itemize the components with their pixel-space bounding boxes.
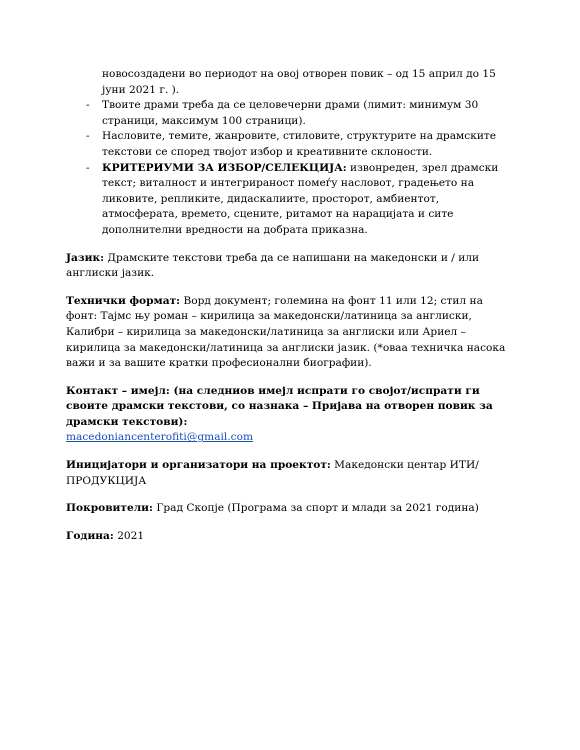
language-label: Јазик: — [66, 251, 105, 264]
initiators-text: Македонски центар ИТИ/ПРОДУКЦИЈА — [66, 459, 479, 487]
sponsors-text: Град Скопје (Програма за спорт и млади за 2021 година) — [152, 502, 479, 515]
language-text: Драмските текстови треба да се напишани на македонски и / или англиски јазик. — [66, 251, 480, 280]
bullet-list — [66, 67, 516, 239]
contact-paragraph — [66, 384, 516, 446]
contact-label: Контакт – имејл: (на следниов имејл испрати го својот/испрати ги своите драмски текстови, со назнака – Пријава на отворен повик за драмски текстови): — [66, 384, 493, 428]
year-text: 2021 — [113, 529, 145, 542]
list-item-text: Насловите, темите, жанровите, стиловите, структурите на драмските текстови се според твојот избор и креативните склоности. — [102, 130, 497, 158]
format-text: Ворд документ; големина на фонт 11 или 12; стил на фонт: Тајмс њу роман – кирилица за македонски/латиница за англиски, Калибри – кирилица за македонски/латиница за англиски или Ариел – кирилица за македонски/латиница за англиски јазик. (*оваа техничка насока важи и за вашите кратки професионални биографии). — [66, 294, 506, 370]
initiators-paragraph — [66, 458, 516, 489]
document-body — [66, 67, 516, 544]
list-item — [66, 161, 516, 239]
email-link[interactable]: macedoniancenterofiti@gmail.com — [66, 431, 254, 444]
list-item — [66, 98, 516, 129]
sponsors-paragraph — [66, 501, 516, 517]
bullet-dash: - — [86, 161, 90, 174]
initiators-label: Иницијатори и организатори на проектот: — [66, 459, 331, 472]
list-item-text: новосоздадени во периодот на овој отворен повик – од 15 април до 15 јуни 2021 г. ). — [102, 68, 496, 96]
format-paragraph — [66, 294, 516, 372]
list-item — [66, 67, 516, 98]
bullet-dash: - — [86, 99, 90, 112]
format-label: Технички формат: — [66, 294, 181, 307]
language-paragraph — [66, 251, 516, 282]
bullet-dash: - — [86, 130, 90, 143]
year-paragraph — [66, 529, 516, 545]
criteria-label: КРИТЕРИУМИ ЗА ИЗБОР/СЕЛЕКЦИЈА: — [102, 161, 347, 174]
list-item-text: извонреден, зрел драмски текст; виталност и интегрираност помеѓу насловот, градењето на ликовите, репликите, дидаскалиите, просторот, амбиентот, атмосферата, времето, сцените, ритамот на нарацијата и сите дополнителни вредности на добрата приказна. — [102, 161, 499, 236]
year-label: Година: — [66, 529, 114, 542]
sponsors-label: Покровители: — [66, 502, 153, 515]
list-item-text: Твоите драми треба да се целовечерни драми (лимит: минимум 30 страници, максимум 100 страници). — [102, 99, 479, 127]
list-item — [66, 129, 516, 160]
